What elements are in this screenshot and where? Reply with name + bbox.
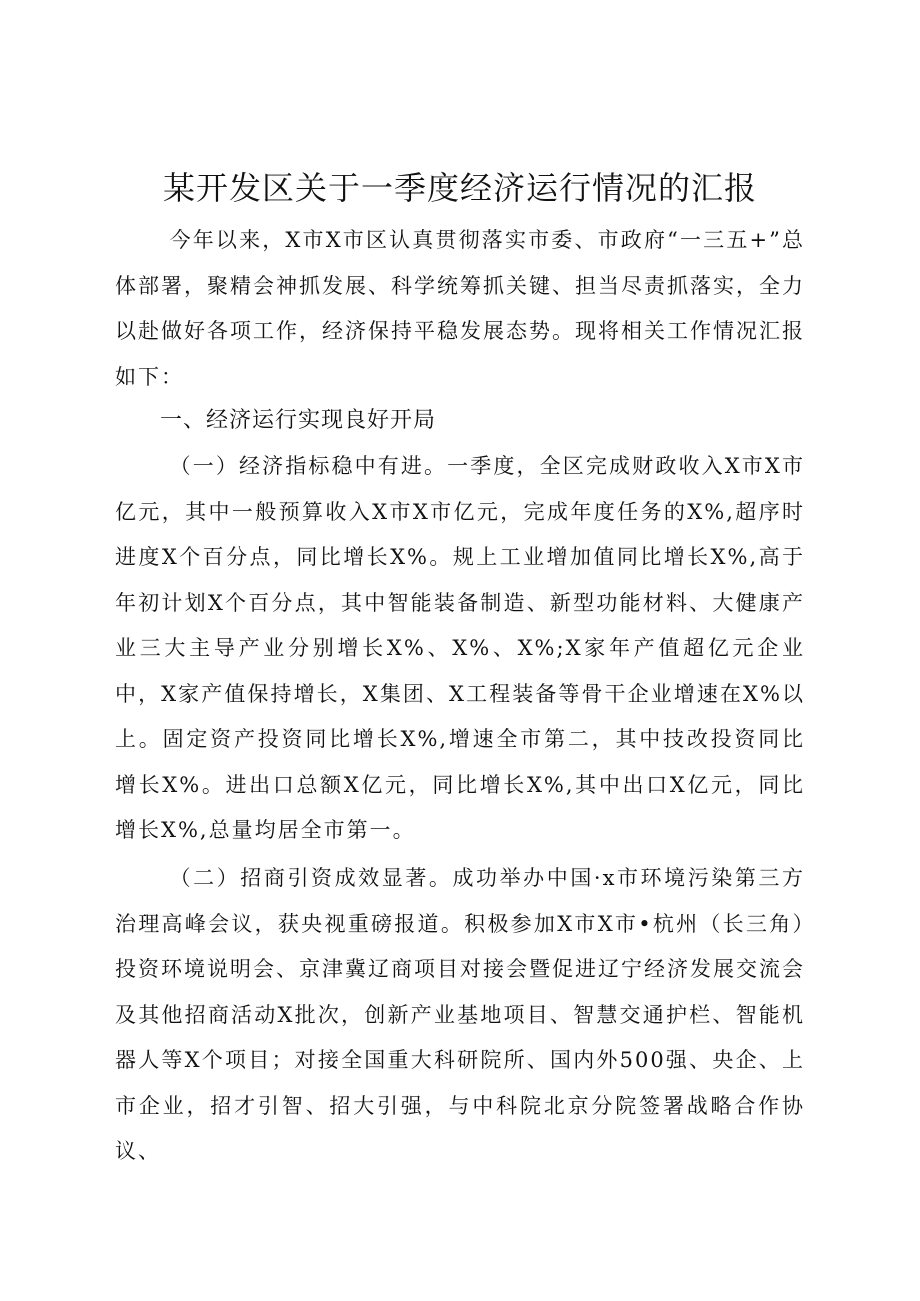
section-heading: 一、经济运行实现良好开局 (160, 408, 437, 433)
economic-indicators-paragraph: （一）经济指标稳中有进。一季度，全区完成财政收入X市X市亿元，其中一般预算收入X市X市亿元，完成年度任务的X%,超序时进度X个百分点，同比增长X%。规上工业增加值同比增长X%,高于年初计划X个百分点，其中智能装备制造、新型功能材料、大健康产业三大主导产业分别增长X%、X%、X%;X家年产值超亿元企业中，X家产值保持增长，X集团、X工程装备等骨干企业增速在X%以上。固定资产投资同比增长X%,增速全市第二，其中技改投资同比增长X%。进出口总额X亿元，同比增长X%,其中出口X亿元，同比增长X%,总量均居全市第一。 (115, 454, 805, 842)
intro-paragraph: 今年以来，X市X市区认真贯彻落实市委、市政府“一三五+”总体部署，聚精会神抓发展、科学统筹抓关键、担当尽责抓落实，全力以赴做好各项工作，经济保持平稳发展态势。现将相关工作情况汇报如下： (115, 228, 805, 389)
investment-attraction-paragraph: （二）招商引资成效显著。成功举办中国·x市环境污染第三方治理高峰会议，获央视重磅报道。积极参加X市X市•杭州（长三角）投资环境说明会、京津冀辽商项目对接会暨促进辽宁经济发展交流会及其他招商活动X批次，创新产业基地项目、智慧交通护栏、智能机器人等X个项目；对接全国重大科研院所、国内外500强、央企、上市企业，招才引智、招大引强，与中科院北京分院签署战略合作协议、 (115, 866, 805, 1163)
document-title: 某开发区关于一季度经济运行情况的汇报 (162, 169, 757, 207)
